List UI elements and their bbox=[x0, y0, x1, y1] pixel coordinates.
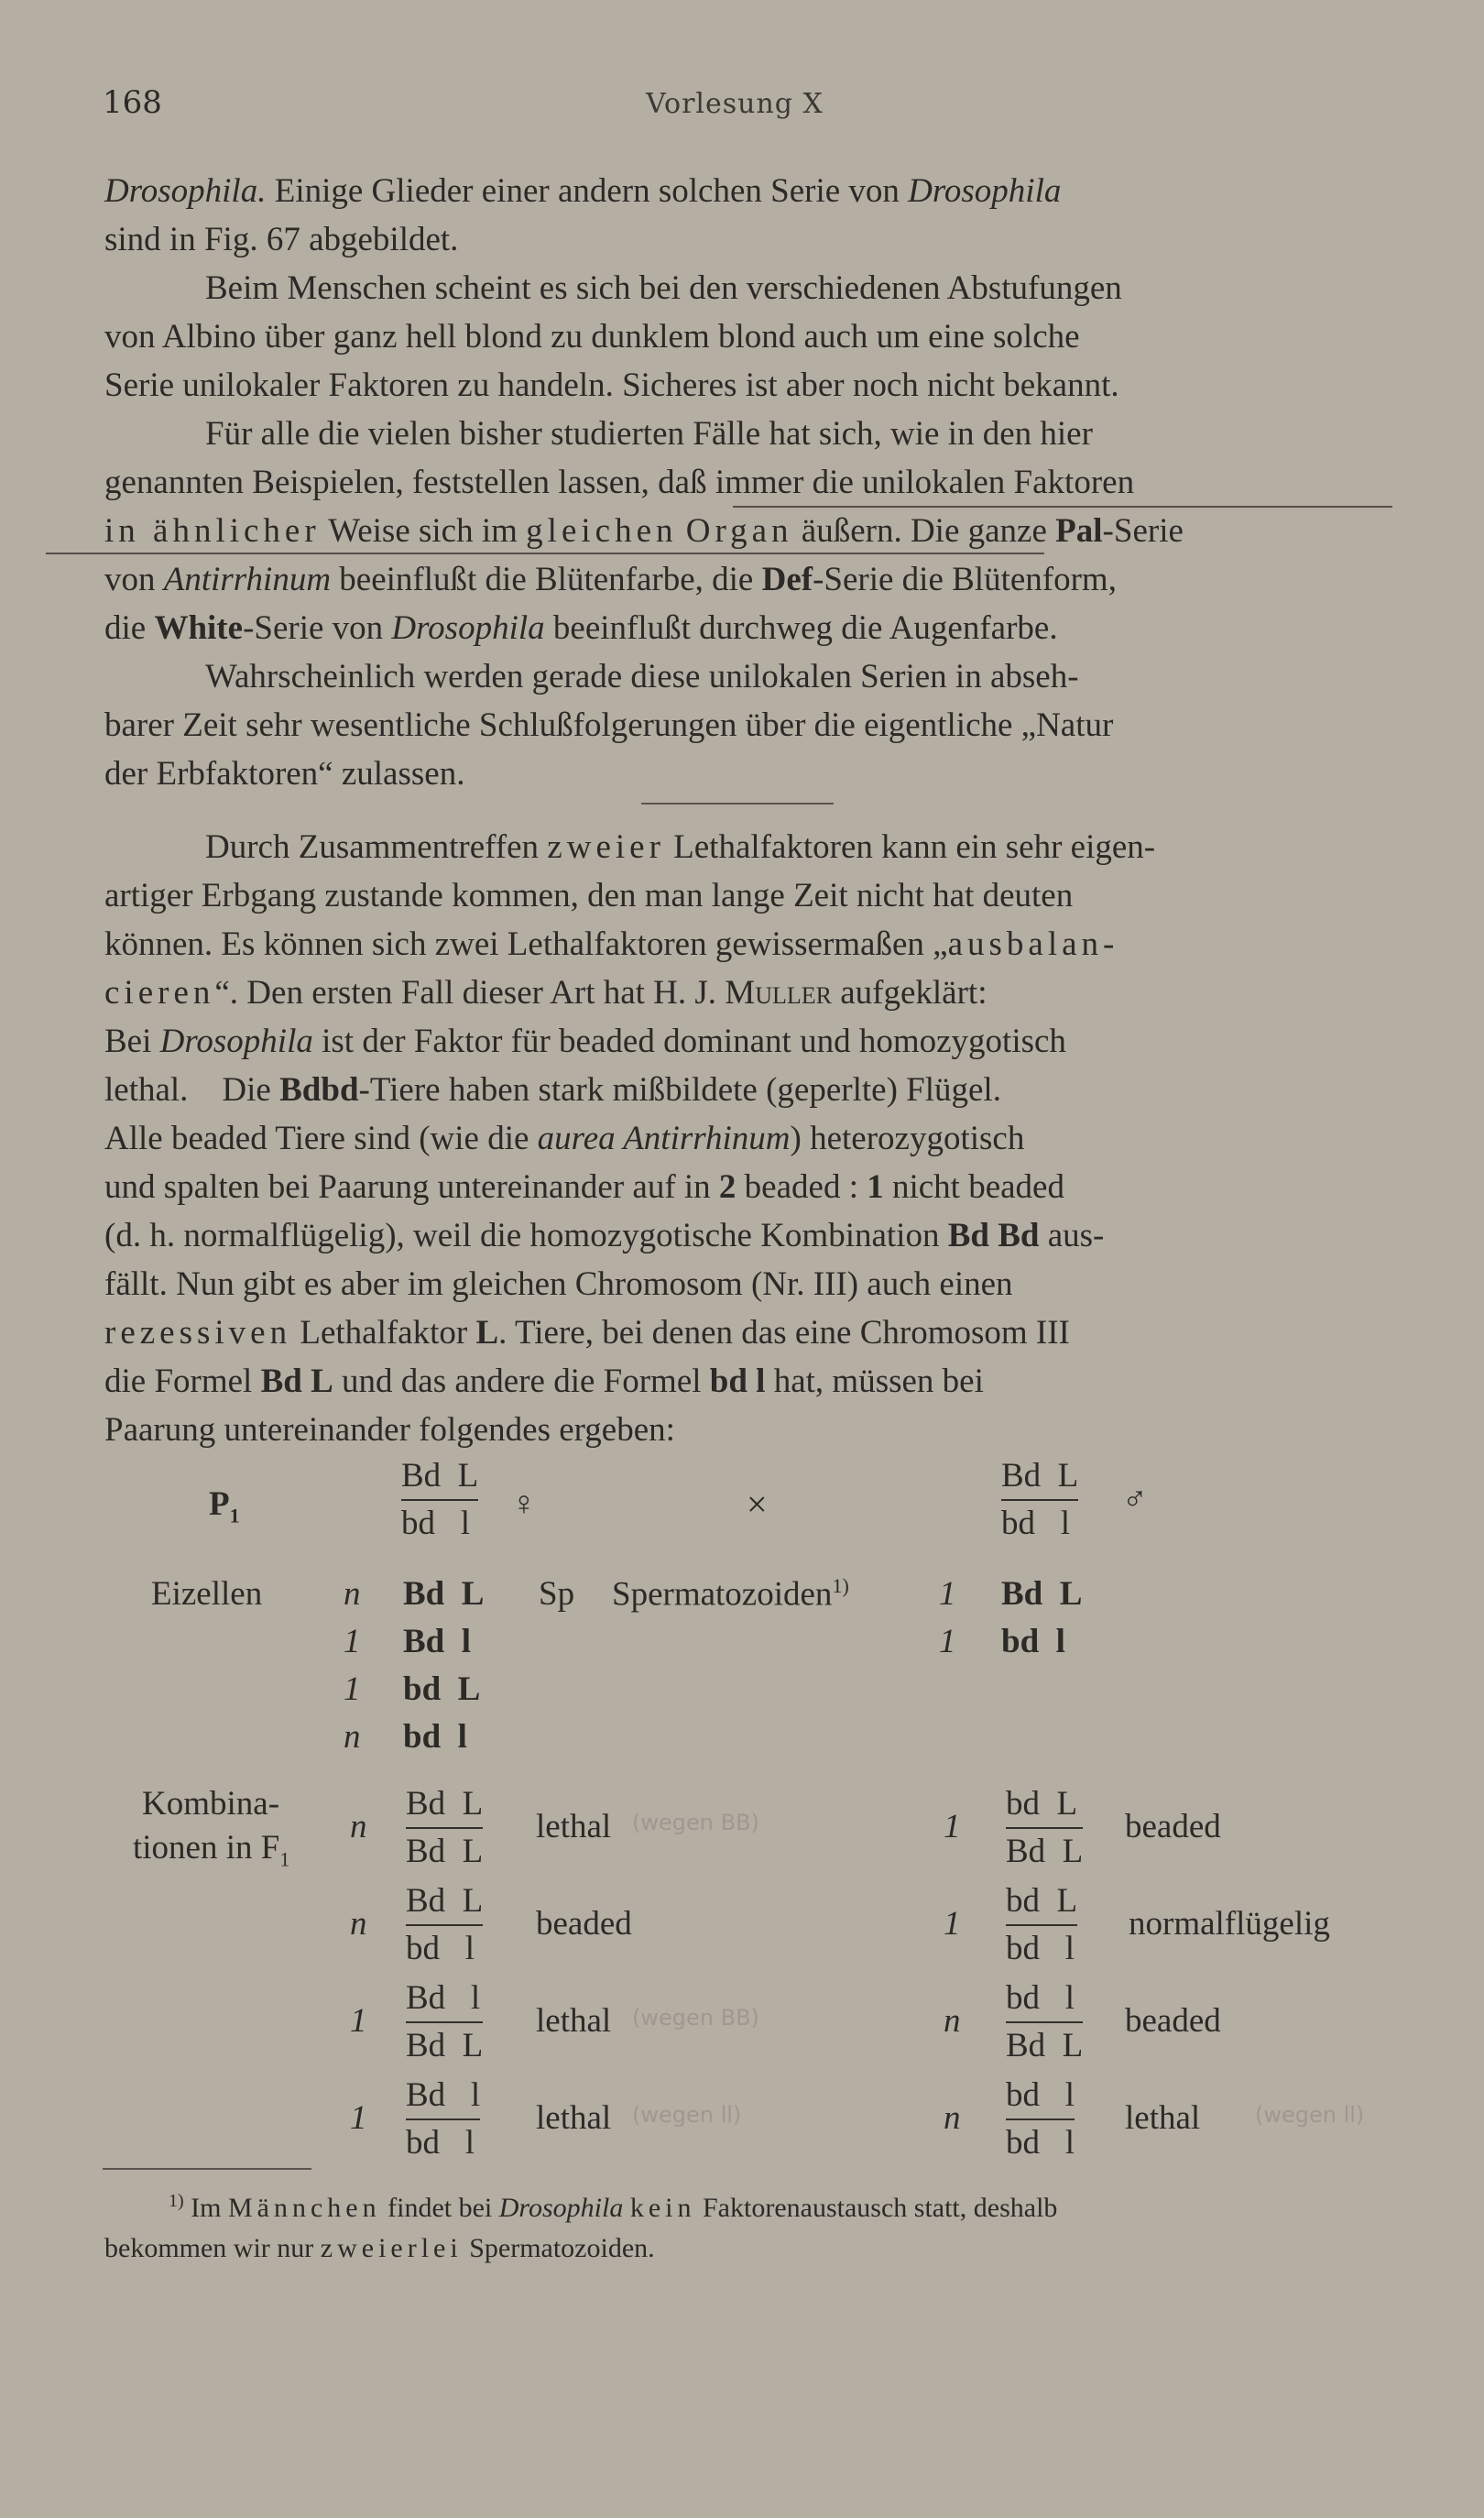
pencil-annotation: (wegen BB) bbox=[632, 1810, 759, 1835]
text-line: der Erbfaktoren“ zulassen. bbox=[104, 755, 465, 793]
text-line: Wahrscheinlich werden gerade diese unilokalen Serien in abseh- bbox=[205, 658, 1079, 695]
text-line: rezessiven Lethalfaktor L. Tiere, bei denen das eine Chromosom III bbox=[104, 1314, 1070, 1352]
text-line: Beim Menschen scheint es sich bei den verschiedenen Abstufungen bbox=[205, 269, 1122, 307]
row-count: n bbox=[350, 1905, 367, 1943]
running-head: Vorlesung X bbox=[646, 88, 824, 120]
text-line: in ähnlicher Weise sich im gleichen Organ äußern. Die ganze Pal-Serie bbox=[104, 512, 1184, 550]
sperm-row: 1 Bd L bbox=[939, 1575, 1083, 1613]
egg-row: 1 Bd l bbox=[344, 1623, 472, 1660]
pencil-annotation: (wegen ll) bbox=[632, 2102, 742, 2128]
cross-symbol: × bbox=[747, 1483, 768, 1525]
text-line: Serie unilokaler Faktoren zu handeln. Sicheres ist aber noch nicht bekannt. bbox=[104, 367, 1119, 404]
pencil-annotation: (wegen ll) bbox=[1255, 2102, 1365, 2128]
pencil-annotation: (wegen BB) bbox=[632, 2005, 759, 2031]
combination-genotype: Bd L Bd L bbox=[406, 1785, 484, 1870]
combination-result: lethal bbox=[536, 2002, 612, 2040]
text-line: sind in Fig. 67 abgebildet. bbox=[104, 221, 459, 258]
text-line: Alle beaded Tiere sind (wie die aurea Antirrhinum) heterozygotisch bbox=[104, 1120, 1025, 1157]
page-number: 168 bbox=[103, 84, 162, 121]
egg-row: n Bd L bbox=[344, 1575, 485, 1613]
kombinationen-label: Kombina- tionen in $F_1$ bbox=[133, 1785, 290, 1871]
row-count: n bbox=[944, 2002, 961, 2040]
text-line: die Formel Bd L und das andere die Formel bd l hat, müssen bei bbox=[104, 1363, 984, 1400]
footnote bbox=[104, 2181, 1369, 2269]
sperm-list bbox=[939, 1574, 1082, 1670]
combination-result: normalflügelig bbox=[1129, 1905, 1330, 1943]
combination-result: beaded bbox=[1125, 1808, 1221, 1845]
text-line: Für alle die vielen bisher studierten Fälle hat sich, wie in den hier bbox=[205, 415, 1093, 453]
text-line: Durch Zusammentreffen zweier Lethalfaktoren kann ein sehr eigen- bbox=[205, 828, 1156, 866]
egg-row: n bd l bbox=[344, 1718, 467, 1756]
text-line: von Antirrhinum beeinflußt die Blütenfarbe, die Def-Serie die Blütenform, bbox=[104, 561, 1117, 598]
text-line: die White-Serie von Drosophila beeinflußt durchweg die Augenfarbe. bbox=[104, 609, 1058, 647]
text-line: lethal. Die Bdbd-Tiere haben stark mißbildete (geperlte) Flügel. bbox=[104, 1071, 1001, 1109]
female-genotype: Bd L bd l bbox=[401, 1457, 479, 1542]
combination-genotype: Bd L bd l bbox=[406, 1882, 484, 1967]
row-count: 1 bbox=[350, 2099, 367, 2137]
egg-row: 1 bd L bbox=[344, 1670, 481, 1708]
text-line: von Albino über ganz hell blond zu dunklem blond auch um eine solche bbox=[104, 318, 1080, 356]
combination-result: lethal bbox=[536, 1808, 612, 1845]
text-line: und spalten bei Paarung untereinander auf in 2 beaded : 1 nicht beaded bbox=[104, 1168, 1064, 1206]
combination-genotype: Bd l Bd L bbox=[406, 1979, 484, 2064]
combination-result: lethal bbox=[1125, 2099, 1201, 2137]
sperm-row: 1 bd l bbox=[939, 1623, 1065, 1660]
text-line: cieren“. Den ersten Fall dieser Art hat H. J. Muller aufgeklärt: bbox=[104, 974, 988, 1012]
footnote-line: bekommen wir nur zweierlei Spermatozoiden. bbox=[104, 2233, 655, 2263]
text-line: fällt. Nun gibt es aber im gleichen Chromosom (Nr. III) auch einen bbox=[104, 1265, 1013, 1303]
row-count: n bbox=[944, 2099, 961, 2137]
row-count: 1 bbox=[944, 1905, 961, 1943]
combination-genotype: Bd l bd l bbox=[406, 2076, 481, 2162]
text-line: barer Zeit sehr wesentliche Schlußfolgerungen über die eigentliche „Natur bbox=[104, 706, 1114, 744]
sp-label: Sp bbox=[539, 1575, 575, 1613]
text-line: Paarung untereinander folgendes ergeben: bbox=[104, 1411, 675, 1449]
combination-result: beaded bbox=[536, 1905, 632, 1943]
female-symbol: ♀ bbox=[511, 1485, 537, 1523]
text-line: Drosophila. Einige Glieder einer andern solchen Serie von Drosophila bbox=[104, 172, 1062, 210]
footnote-line: $^{1)}$ Im Männchen findet bei Drosophila kein Faktorenaustausch statt, deshalb bbox=[169, 2191, 1058, 2223]
spermatozoiden-label: Spermatozoiden$^{1)}$ bbox=[612, 1574, 849, 1614]
combination-genotype: bd l bd l bbox=[1006, 2076, 1075, 2162]
eizellen-label: Eizellen bbox=[151, 1575, 263, 1613]
egg-list bbox=[344, 1574, 484, 1765]
combination-result: beaded bbox=[1125, 2002, 1221, 2040]
male-genotype: Bd L bd l bbox=[1001, 1457, 1079, 1542]
male-symbol: ♂ bbox=[1122, 1481, 1148, 1518]
text-line: artiger Erbgang zustande kommen, den man lange Zeit nicht hat deuten bbox=[104, 877, 1074, 914]
combination-genotype: bd l Bd L bbox=[1006, 1979, 1084, 2064]
text-line: können. Es können sich zwei Lethalfaktoren gewissermaßen „ausbalan- bbox=[104, 925, 1119, 963]
row-count: 1 bbox=[350, 2002, 367, 2040]
text-line: Bei Drosophila ist der Faktor für beaded dominant und homozygotisch bbox=[104, 1023, 1066, 1060]
combination-genotype: bd L Bd L bbox=[1006, 1785, 1084, 1870]
text-line: (d. h. normalflügelig), weil die homozygotische Kombination Bd Bd aus- bbox=[104, 1217, 1105, 1254]
row-count: 1 bbox=[944, 1808, 961, 1845]
footnote-rule bbox=[103, 2168, 311, 2170]
combination-result: lethal bbox=[536, 2099, 612, 2137]
text-line: genannten Beispielen, feststellen lassen, daß immer die unilokalen Faktoren bbox=[104, 464, 1135, 501]
p1-label: $P_1$ bbox=[209, 1485, 240, 1527]
row-count: n bbox=[350, 1808, 367, 1845]
combination-genotype: bd L bd l bbox=[1006, 1882, 1078, 1967]
